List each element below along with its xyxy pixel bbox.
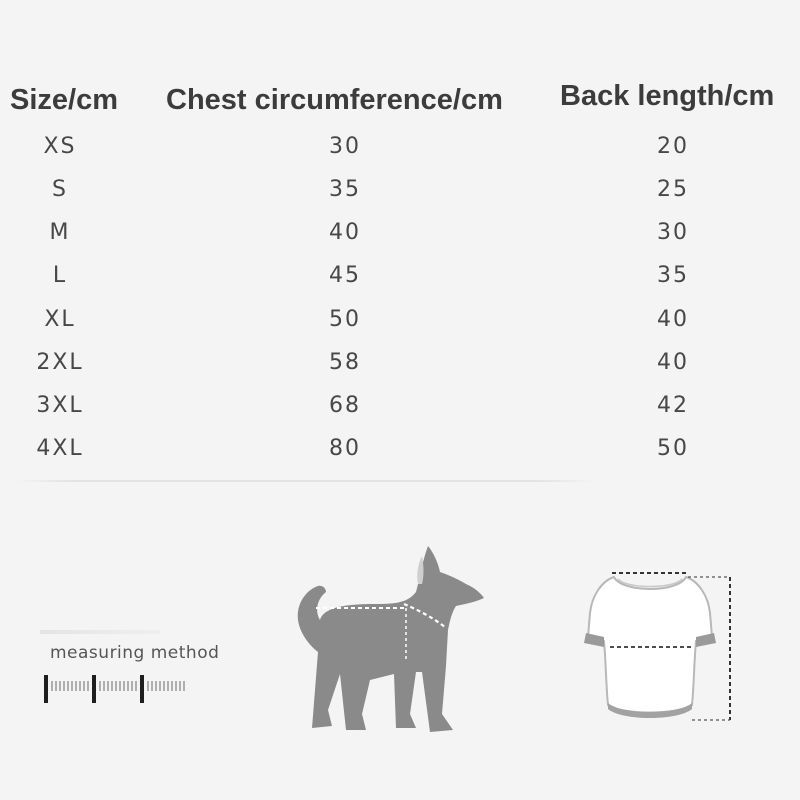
back-cell: 40 [657, 350, 689, 375]
size-cell: L [52, 263, 68, 288]
measuring-method-label: measuring method [50, 643, 220, 663]
chest-cell: 68 [329, 393, 361, 418]
back-cell: 35 [657, 263, 689, 288]
size-cell: XS [43, 134, 77, 159]
size-cell: M [49, 220, 71, 245]
chest-cell: 45 [329, 263, 361, 288]
dog-silhouette-icon [290, 540, 490, 740]
header-back-length: Back length/cm [560, 80, 775, 112]
chest-cell: 35 [329, 177, 361, 202]
table-row [0, 220, 800, 260]
table-row [0, 177, 800, 217]
size-cell: S [52, 177, 68, 202]
header-chest-circumference: Chest circumference/cm [166, 84, 503, 116]
table-row [0, 393, 800, 433]
chest-cell: 40 [329, 220, 361, 245]
back-cell: 20 [657, 134, 689, 159]
table-row [0, 350, 800, 390]
table-row [0, 307, 800, 347]
back-cell: 40 [657, 307, 689, 332]
chest-cell: 80 [329, 436, 361, 461]
table-row [0, 436, 800, 476]
size-cell: 3XL [36, 393, 84, 418]
chest-cell: 50 [329, 307, 361, 332]
chest-cell: 30 [329, 134, 361, 159]
chest-cell: 58 [329, 350, 361, 375]
size-cell: 4XL [36, 436, 84, 461]
back-cell: 25 [657, 177, 689, 202]
faded-caption-line [40, 630, 160, 634]
size-cell: 2XL [36, 350, 84, 375]
header-size: Size/cm [10, 84, 118, 116]
back-cell: 30 [657, 220, 689, 245]
ruler-icon [40, 673, 190, 709]
table-row [0, 134, 800, 174]
size-cell: XL [44, 307, 76, 332]
table-row [0, 263, 800, 303]
back-cell: 42 [657, 393, 689, 418]
pet-shirt-icon [570, 565, 750, 735]
section-divider [15, 480, 595, 482]
back-cell: 50 [657, 436, 689, 461]
